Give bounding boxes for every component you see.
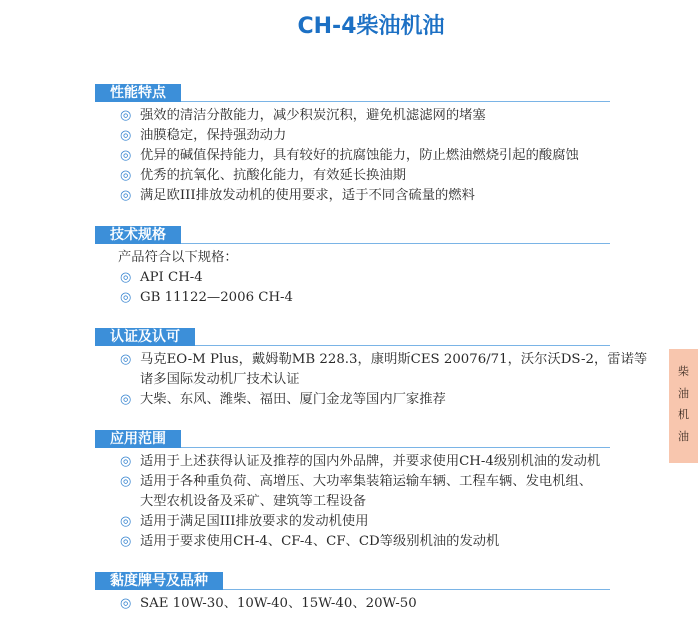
side-index-tab-label: 柴油机油 xyxy=(678,365,689,443)
list-item-text: GB 11122—2006 CH-4 xyxy=(140,290,294,305)
section-certifications xyxy=(95,328,648,410)
list-item xyxy=(95,512,610,532)
bullet-icon: ◎ xyxy=(120,188,132,203)
section-heading-label: 应用范围 xyxy=(95,430,181,448)
section-viscosity-grades xyxy=(95,572,610,614)
section-features xyxy=(95,84,610,206)
list-item-text: 诸多国际发动机厂技术认证 xyxy=(140,372,300,387)
section-heading xyxy=(95,430,610,448)
bullet-icon: ◎ xyxy=(120,534,132,549)
bullet-icon: ◎ xyxy=(120,168,132,183)
list-item-text: API CH-4 xyxy=(140,270,203,285)
list-item xyxy=(95,106,610,126)
section-heading xyxy=(95,572,610,590)
specification-list xyxy=(95,244,610,308)
list-item-continuation xyxy=(95,370,610,390)
bullet-icon: ◎ xyxy=(120,596,132,611)
bullet-icon: ◎ xyxy=(120,454,132,469)
bullet-icon: ◎ xyxy=(120,474,132,489)
bullet-icon: ◎ xyxy=(120,290,132,305)
list-item xyxy=(95,472,610,492)
bullet-icon: ◎ xyxy=(120,392,132,407)
certification-list xyxy=(95,346,648,410)
application-list xyxy=(95,448,610,552)
bullet-icon: ◎ xyxy=(120,352,132,367)
section-heading-label: 认证及认可 xyxy=(95,328,195,346)
list-item-text: 适用于满足国III排放要求的发动机使用 xyxy=(140,514,369,529)
side-index-tab xyxy=(669,349,698,463)
list-item-text: 优秀的抗氧化、抗酸化能力，有效延长换油期 xyxy=(140,168,406,183)
list-item xyxy=(95,186,610,206)
list-item xyxy=(95,288,610,308)
list-item xyxy=(95,268,610,288)
bullet-icon: ◎ xyxy=(120,128,132,143)
feature-list xyxy=(95,102,610,206)
list-item xyxy=(95,452,610,472)
list-item xyxy=(95,594,610,614)
list-item-text: 油膜稳定，保持强劲动力 xyxy=(140,128,287,143)
section-applications xyxy=(95,430,610,552)
list-item xyxy=(95,126,610,146)
bullet-icon: ◎ xyxy=(120,270,132,285)
list-item xyxy=(95,532,610,552)
spec-content xyxy=(95,84,648,614)
list-item-text: 马克EO-M Plus，戴姆勒MB 228.3，康明斯CES 20076/71，沃尔沃DS-2，雷诺等 xyxy=(140,352,648,367)
list-item-continuation xyxy=(95,492,610,512)
list-item-text: 大柴、东风、潍柴、福田、厦门金龙等国内厂家推荐 xyxy=(140,392,446,407)
list-item-text: 强效的清洁分散能力，减少积炭沉积，避免机滤滤网的堵塞 xyxy=(140,108,486,123)
list-item xyxy=(95,390,610,410)
list-item-text: 适用于要求使用CH-4、CF-4、CF、CD等级别机油的发动机 xyxy=(140,534,500,549)
page-title: CH-4柴油机油 xyxy=(297,14,445,39)
section-heading-label: 技术规格 xyxy=(95,226,181,244)
list-item xyxy=(95,350,648,370)
list-item-text: 适用于各种重负荷、高增压、大功率集装箱运输车辆、工程车辆、发电机组、 xyxy=(140,474,593,489)
list-item-text: 优异的碱值保持能力，具有较好的抗腐蚀能力，防止燃油燃烧引起的酸腐蚀 xyxy=(140,148,579,163)
section-intro: 产品符合以下规格： xyxy=(118,250,238,265)
list-item-text: 大型农机设备及采矿、建筑等工程设备 xyxy=(140,494,367,509)
section-heading xyxy=(95,84,610,102)
section-heading-label: 性能特点 xyxy=(95,84,181,102)
section-heading xyxy=(95,226,610,244)
section-heading xyxy=(95,328,610,346)
bullet-icon: ◎ xyxy=(120,514,132,529)
section-heading-label: 黏度牌号及品种 xyxy=(95,572,223,590)
list-item xyxy=(95,146,610,166)
list-item-text: SAE 10W-30、10W-40、15W-40、20W-50 xyxy=(140,596,417,611)
list-item-text: 适用于上述获得认证及推荐的国内外品牌，并要求使用CH-4级别机油的发动机 xyxy=(140,454,601,469)
section-specifications xyxy=(95,226,610,308)
list-item-text: 满足欧III排放发动机的使用要求，适于不同含硫量的燃料 xyxy=(140,188,475,203)
viscosity-list xyxy=(95,590,610,614)
bullet-icon: ◎ xyxy=(120,148,132,163)
bullet-icon: ◎ xyxy=(120,108,132,123)
list-item xyxy=(95,166,610,186)
